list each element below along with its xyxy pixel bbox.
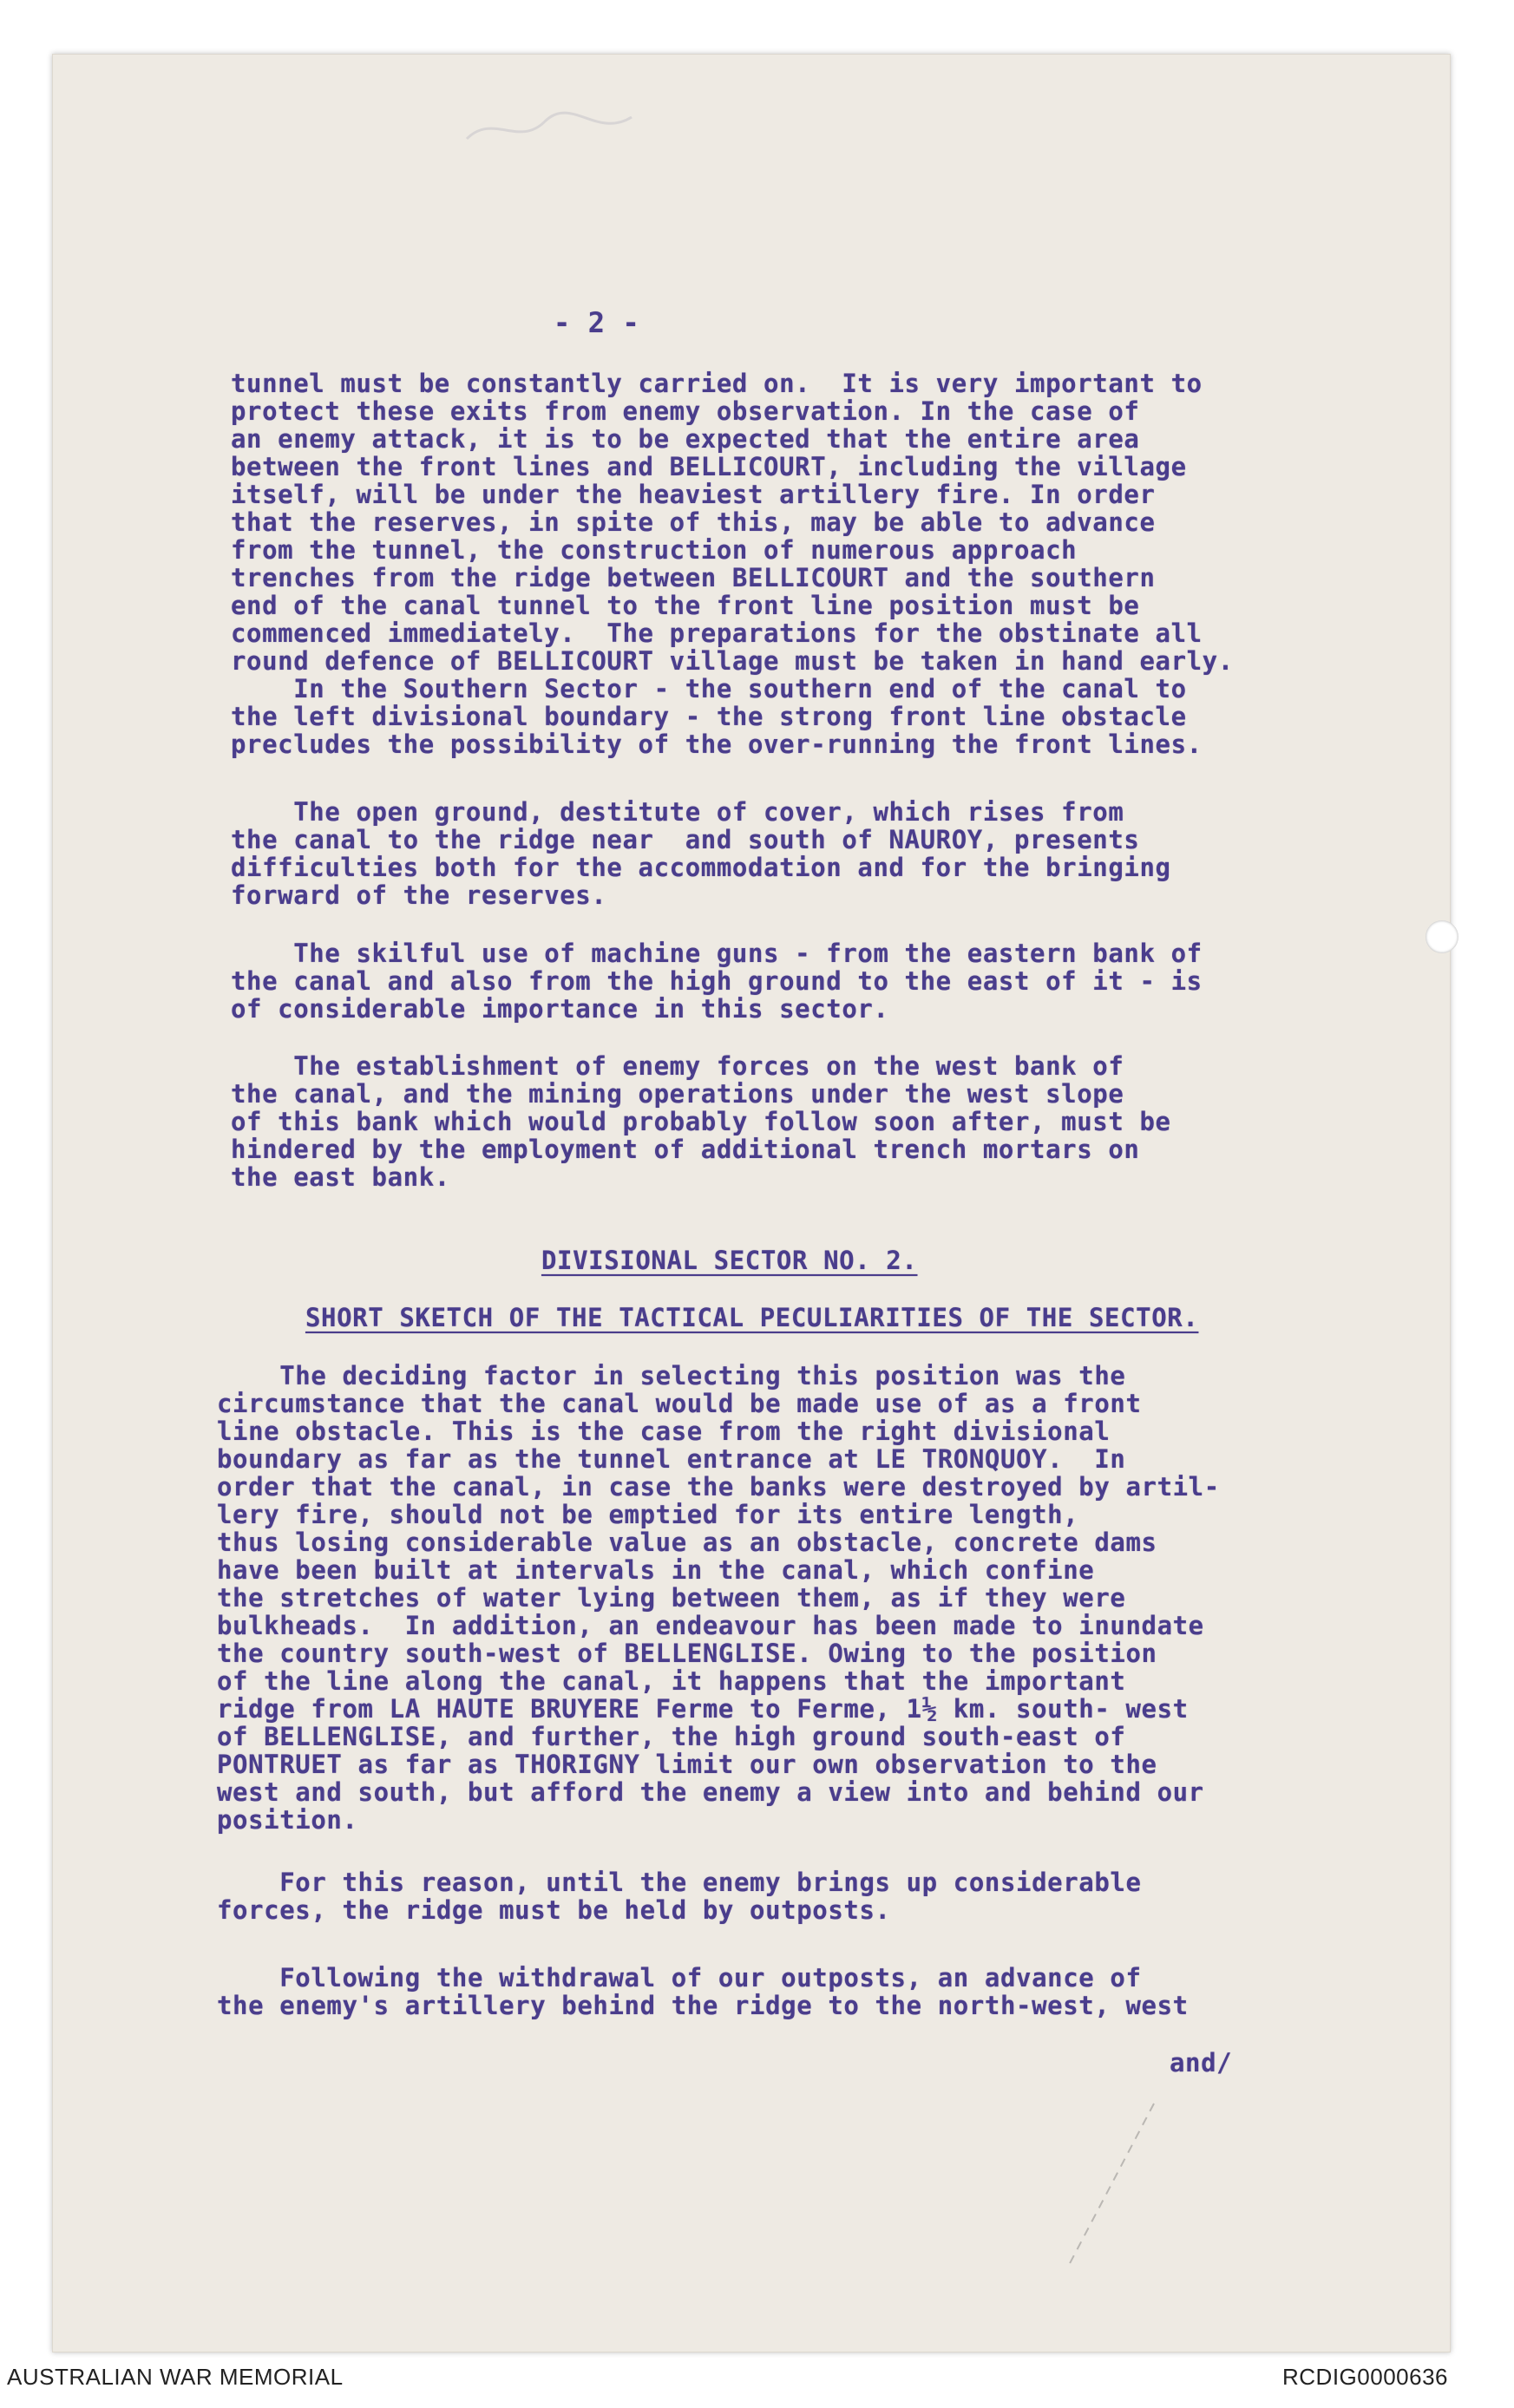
paragraph-this-reason: For this reason, until the enemy brings up considerable forces, the ridge must be held by outposts. (217, 1868, 1142, 1925)
paragraph-machine-guns: The skilful use of machine guns - from the eastern bank of the canal and also from the high ground to the east of it - is of considerable importance in this sector. (231, 939, 1203, 1024)
faint-ink-mark (458, 104, 649, 156)
paragraph-tunnel: tunnel must be constantly carried on. It is very important to protect these exits from enemy observation. In the case of an enemy attack, it is to be expected that the entire area between the front lines and BELLICOURT, including the village itself, will be under the heaviest artillery fire. In order that the reserves, in spite of this, may be able to advance from the tunnel, the construction of numerous approach trenches from the ridge between BELLICOURT and the southern end of the canal tunnel to the front line position must be commenced immediately. The preparations for the obstinate all round defence of BELLICOURT village must be taken in hand early. In the Southern Sector - the southern end of the canal to the left divisional boundary - the strong front line obstacle precludes the possibility of the over-running the front lines. (231, 369, 1234, 759)
heading-divisional-sector: DIVISIONAL SECTOR NO. 2. (541, 1246, 918, 1275)
paragraph-withdrawal: Following the withdrawal of our outposts, an advance of the enemy's artillery behind the ridge to the north-west, west (217, 1963, 1189, 2020)
paragraph-deciding-factor: The deciding factor in selecting this position was the circumstance that the canal would be made use of as a front line obstacle. This is the case from the right divisional boundary as far as the tunnel entrance at LE TRONQUOY. In order that the canal, in case the banks were destroyed by artil- lery fire, should not be emptied for its entire length, thus losing considerable value as an obstacle, concrete dams have been built at intervals in the canal, which confine the stretches of water lying between them, as if they were bulkheads. In addition, an endeavour has been made to inundate the country south-west of BELLENGLISE. Owing to the position of the line along the canal, it happens that the important ridge from LA HAUTE BRUYERE Ferme to Ferme, 1½ km. south- west of BELLENGLISE, and further, the high ground south-east of PONTRUET as far as THORIGNY limit our own observation to the west and south, but afford the enemy a view into and behind our position. (217, 1361, 1220, 1835)
fold-crease (1058, 2099, 1163, 2273)
heading-tactical-sketch: SHORT SKETCH OF THE TACTICAL PECULIARITIES OF THE SECTOR. (305, 1303, 1199, 1332)
paragraph-open-ground: The open ground, destitute of cover, which rises from the canal to the ridge near and south of NAUROY, presents difficulties both for the accommodation and for the bringing forward of the reserves. (231, 797, 1171, 910)
footer-archive-name: AUSTRALIAN WAR MEMORIAL (7, 2364, 344, 2390)
paragraph-enemy-forces: The establishment of enemy forces on the west bank of the canal, and the mining operations under the west slope of this bank which would probably follow soon after, must be hindered by the employment of additional trench mortars on the east bank. (231, 1051, 1171, 1192)
punch-hole (1426, 920, 1458, 953)
page-number: - 2 - (554, 306, 640, 339)
catchword: and/ (1170, 2048, 1233, 2078)
footer-record-id: RCDIG0000636 (1282, 2364, 1448, 2390)
